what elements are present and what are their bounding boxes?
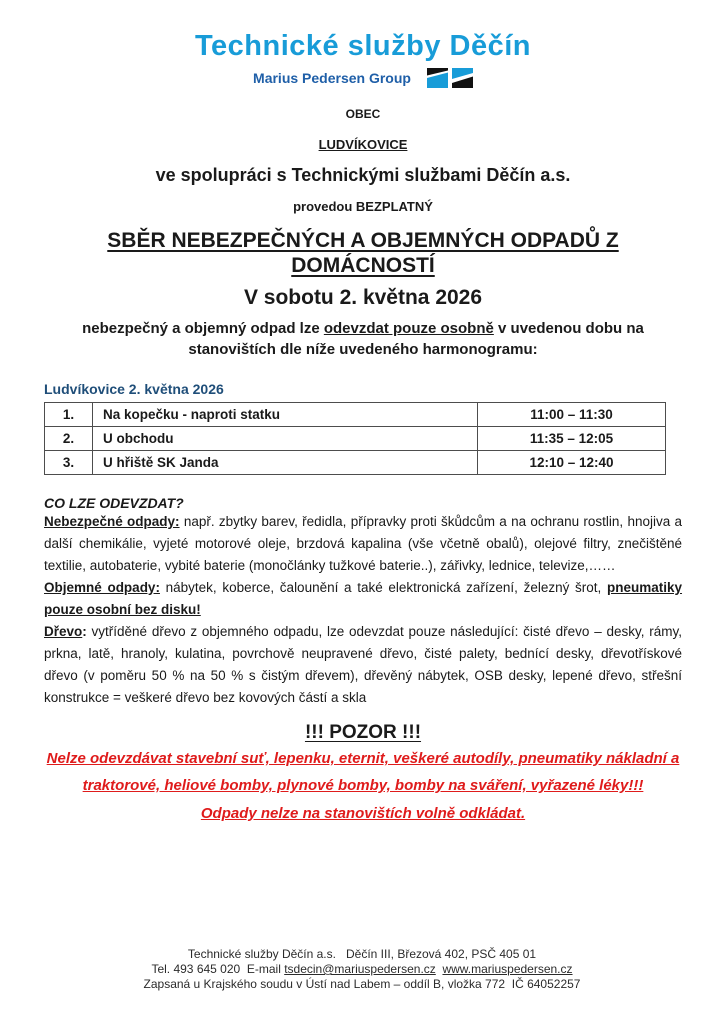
warning-heading-text: !!! POZOR !!! [304, 722, 422, 743]
footer-contact-text: Tel. 493 645 020 E-mail [151, 962, 285, 976]
stop-time: 11:00 – 11:30 [478, 403, 666, 427]
stop-location: Na kopečku - naproti statku [93, 403, 478, 427]
footer-registration: Zapsaná u Krajského soudu v Ústí nad Labem – oddíl B, vložka 772 IČ 64052257 [143, 977, 581, 991]
table-row [45, 451, 666, 475]
bulky-waste-paragraph [44, 577, 682, 621]
warning-heading [44, 721, 682, 744]
stop-time: 11:35 – 12:05 [478, 427, 666, 451]
section-heading-what: CO LZE ODEVZDAT? [44, 495, 184, 511]
stop-time: 12:10 – 12:40 [478, 451, 666, 475]
footer-contact [0, 962, 724, 977]
bulky-waste-emphasis: pneumatiky pouze osobní bez disku! [44, 580, 683, 617]
wood-waste-paragraph [44, 621, 682, 709]
bulky-waste-text: nábytek, koberce, čalounění a také elektronická zařízení, železný šrot, [159, 580, 607, 595]
brand-subtitle: Marius Pedersen Group [253, 70, 411, 86]
cooperation-line: ve spolupráci s Technickými službami Děčín a.s. [155, 165, 571, 185]
hazardous-waste-label: Nebezpečné odpady: [44, 514, 180, 529]
footer-email-link[interactable]: tsdecin@mariuspedersen.cz [284, 962, 436, 976]
free-of-charge-line: provedou BEZPLATNÝ [293, 199, 433, 214]
footer [0, 947, 724, 992]
note-text-tail: v uvedenou dobu na stanovištích dle níže uvedeného harmonogramu: [188, 320, 644, 358]
warning-text-2 [45, 800, 681, 827]
brand-header [44, 30, 682, 90]
table-row [45, 403, 666, 427]
schedule-caption: Ludvíkovice 2. května 2026 [44, 381, 224, 397]
brand-title: Technické služby Děčín [194, 30, 532, 62]
schedule-table [44, 402, 666, 475]
stop-location: U obchodu [93, 427, 478, 451]
hazardous-waste-text: např. zbytky barev, ředidla, přípravky proti škůdcům a na ochranu rostlin, hnojiva a další chemikálie, vyjeté motorové oleje, brzdová kapalina (vše včetně obalů), olejové filtry, znečištěné textilie, autobaterie, vybité baterie (monočlánky tužkové baterie..), zářivky, lednice, televize,…… [44, 514, 682, 573]
municipality-label: OBEC [345, 107, 381, 121]
note-text: nebezpečný a objemný odpad lze [82, 320, 324, 337]
stop-number: 1. [45, 403, 93, 427]
wood-waste-colon: : [82, 624, 87, 639]
brand-subrow [44, 66, 682, 90]
marius-pedersen-flag-logo-icon [427, 67, 473, 89]
stop-location: U hřiště SK Janda [93, 451, 478, 475]
footer-address: Technické služby Děčín a.s. Děčín III, Březová 402, PSČ 405 01 [187, 947, 537, 961]
wood-waste-text: vytříděné dřevo z objemného odpadu, lze odevzdat pouze následující: čisté dřevo – desky, rámy, prkna, latě, hranoly, kulatina, povrchově neupravené dřevo, čisté palety, bednící desky, dřevotřískové dřevo (v poměru 50 % na 50 % s čistým dřevem), dřevěný nábytek, OSB desky, lepené dřevo, střešní konstrukce = veškeré dřevo bez kovových částí a skla [44, 624, 682, 705]
stop-number: 3. [45, 451, 93, 475]
warning-line-2: Odpady nelze na stanovištích volně odkládat. [200, 805, 526, 822]
footer-web-link[interactable]: www.mariuspedersen.cz [442, 962, 573, 976]
bulky-waste-label: Objemné odpady: [44, 580, 160, 595]
main-heading: SBĚR NEBEZPEČNÝCH A OBJEMNÝCH ODPADŮ Z DOMÁCNOSTÍ [107, 229, 619, 277]
stop-number: 2. [45, 427, 93, 451]
note-underlined-text: odevzdat pouze osobně [323, 320, 494, 337]
table-row [45, 427, 666, 451]
hazardous-waste-paragraph [44, 511, 682, 577]
wood-waste-label: Dřevo [44, 624, 83, 639]
event-date-heading: V sobotu 2. května 2026 [243, 286, 483, 309]
instructions-note [73, 318, 653, 360]
municipality-name: LUDVÍKOVICE [318, 137, 408, 152]
warning-text-1 [45, 745, 681, 799]
warning-line-1: Nelze odevzdávat stavební suť, lepenku, eternit, veškeré autodíly, pneumatiky nákladní a traktorové, heliové bomby, plynové bomby, bomby na sváření, vyřazené léky!!! [46, 750, 680, 794]
